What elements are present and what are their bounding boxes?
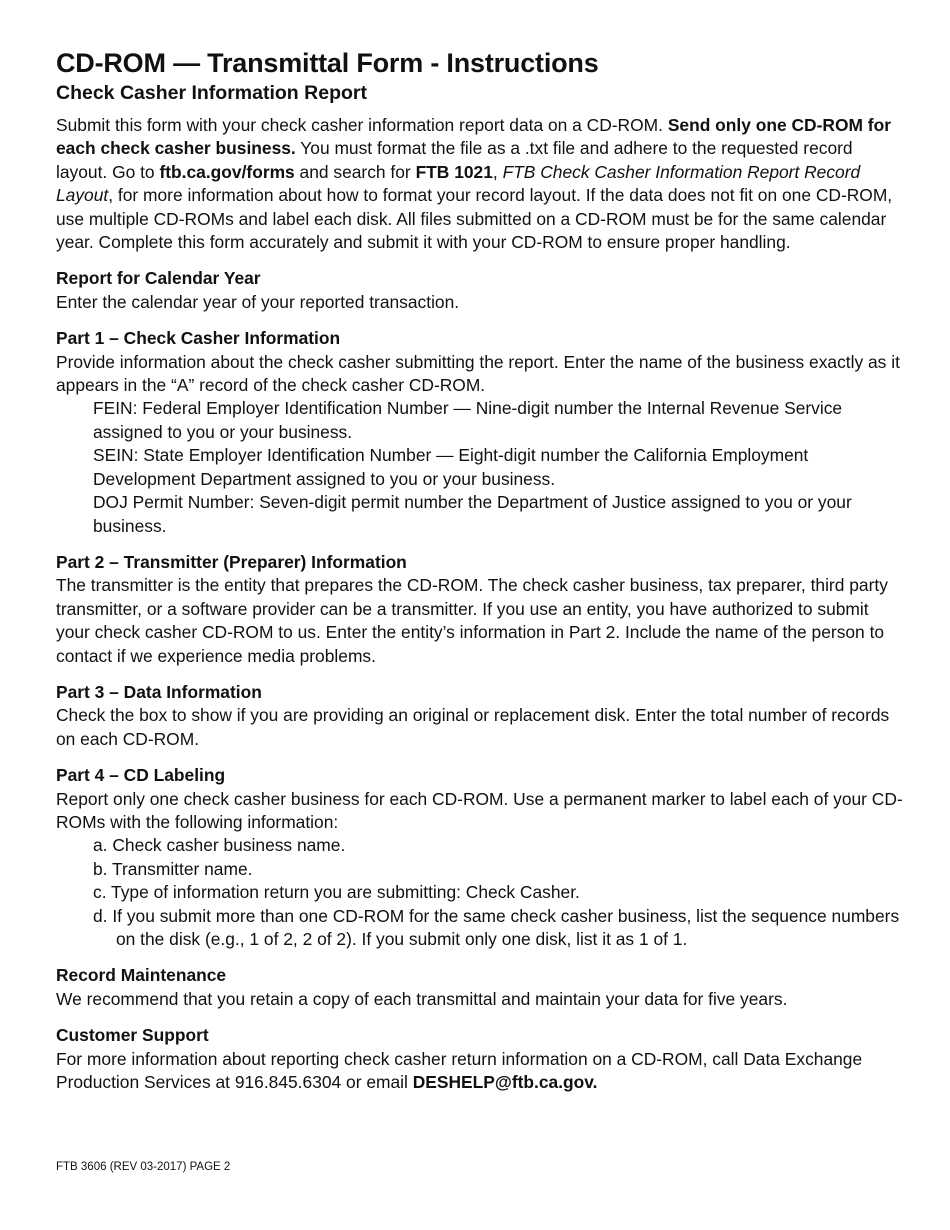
record-maintenance-text: We recommend that you retain a copy of each transmittal and maintain your data for five years. xyxy=(56,988,788,1009)
record-maintenance-heading: Record Maintenance xyxy=(56,965,227,986)
page-subtitle: Check Casher Information Report xyxy=(56,82,367,104)
page-footer: FTB 3606 (REV 03-2017) PAGE 2 xyxy=(56,1161,231,1173)
customer-support-paragraph xyxy=(56,1048,906,1095)
part1-section xyxy=(56,327,906,538)
intro-text-2: You must format the file as a .txt file and adhere to the requested record layout. Go to xyxy=(56,138,853,182)
part4-text: Report only one check casher business for each CD-ROM. Use a permanent marker to label each of your CD-ROMs with the following information: xyxy=(56,788,903,832)
document-page xyxy=(56,46,906,1094)
part1-fein: FEIN: Federal Employer Identification Number — Nine-digit number the Internal Revenue Service assigned to you or your business. xyxy=(93,398,843,442)
part1-text: Provide information about the check casher submitting the report. Enter the name of the business exactly as it appears in the “A” record of the check casher CD-ROM. xyxy=(56,351,900,396)
intro-paragraph xyxy=(56,114,906,254)
customer-support-text: For more information about reporting check casher return information on a CD-ROM, call Data Exchange Production Services at 916.845.6304 or email xyxy=(56,1048,863,1093)
list-item: c. Type of information return you are submitting: Check Casher. xyxy=(93,882,580,903)
intro-text-3: and search for xyxy=(294,161,416,182)
part2-section xyxy=(56,551,906,668)
part1-doj: DOJ Permit Number: Seven-digit permit number the Department of Justice assigned to you or your business. xyxy=(93,492,852,536)
part3-section xyxy=(56,681,906,751)
list-item: b. Transmitter name. xyxy=(93,858,253,879)
page-title: CD-ROM — Transmittal Form - Instructions xyxy=(56,48,599,78)
part1-sein: SEIN: State Employer Identification Number — Eight-digit number the California Employment Development Department assigned to you or your business. xyxy=(93,445,809,489)
form-number-1021: FTB 1021 xyxy=(415,161,493,182)
part4-section xyxy=(56,764,906,951)
intro-text-1: Submit this form with your check casher information report data on a CD-ROM. xyxy=(56,115,668,135)
calendar-year-section xyxy=(56,267,906,314)
part3-text: Check the box to show if you are providing an original or replacement disk. Enter the total number of records on each CD-ROM. xyxy=(56,705,890,749)
list-item: a. Check casher business name. xyxy=(93,835,346,856)
intro-text-4: , xyxy=(492,161,503,182)
part1-heading: Part 1 – Check Casher Information xyxy=(56,328,341,349)
calendar-year-heading: Report for Calendar Year xyxy=(56,268,261,289)
forms-url: ftb.ca.gov/forms xyxy=(159,161,295,182)
intro-bold-one-cd: Send only one CD-ROM for each check casher business. xyxy=(56,115,891,159)
part2-text: The transmitter is the entity that prepares the CD-ROM. The check casher business, tax preparer, third party transmitter, or a software provider can be a transmitter. If you use an entity, you have authorized to submit your check casher CD-ROM to us. Enter the entity’s information in Part 2. Include the name of the person to contact if we experience media problems. xyxy=(56,575,888,666)
part4-heading: Part 4 – CD Labeling xyxy=(56,765,226,786)
record-layout-title: FTB Check Casher Information Report Record Layout xyxy=(56,161,861,206)
customer-support-section xyxy=(56,1024,906,1094)
customer-support-heading: Customer Support xyxy=(56,1025,209,1046)
record-maintenance-section xyxy=(56,964,906,1011)
part2-heading: Part 2 – Transmitter (Preparer) Information xyxy=(56,551,407,572)
list-item: d. If you submit more than one CD-ROM for the same check casher business, list the sequence numbers on the disk (e.g., 1 of 2, 2 of 2). If you submit only one disk, list it as 1 of 1. xyxy=(93,905,900,949)
part3-heading: Part 3 – Data Information xyxy=(56,681,262,702)
calendar-year-text: Enter the calendar year of your reported transaction. xyxy=(56,291,460,312)
intro-text-5: , for more information about how to format your record layout. If the data does not fit on one CD-ROM, use multiple CD-ROMs and label each disk. All files submitted on a CD-ROM must be for the same calendar year. Complete this form accurately and submit it with your CD-ROM to ensure proper handling. xyxy=(56,185,893,253)
support-email: DESHELP@ftb.ca.gov. xyxy=(412,1072,598,1093)
